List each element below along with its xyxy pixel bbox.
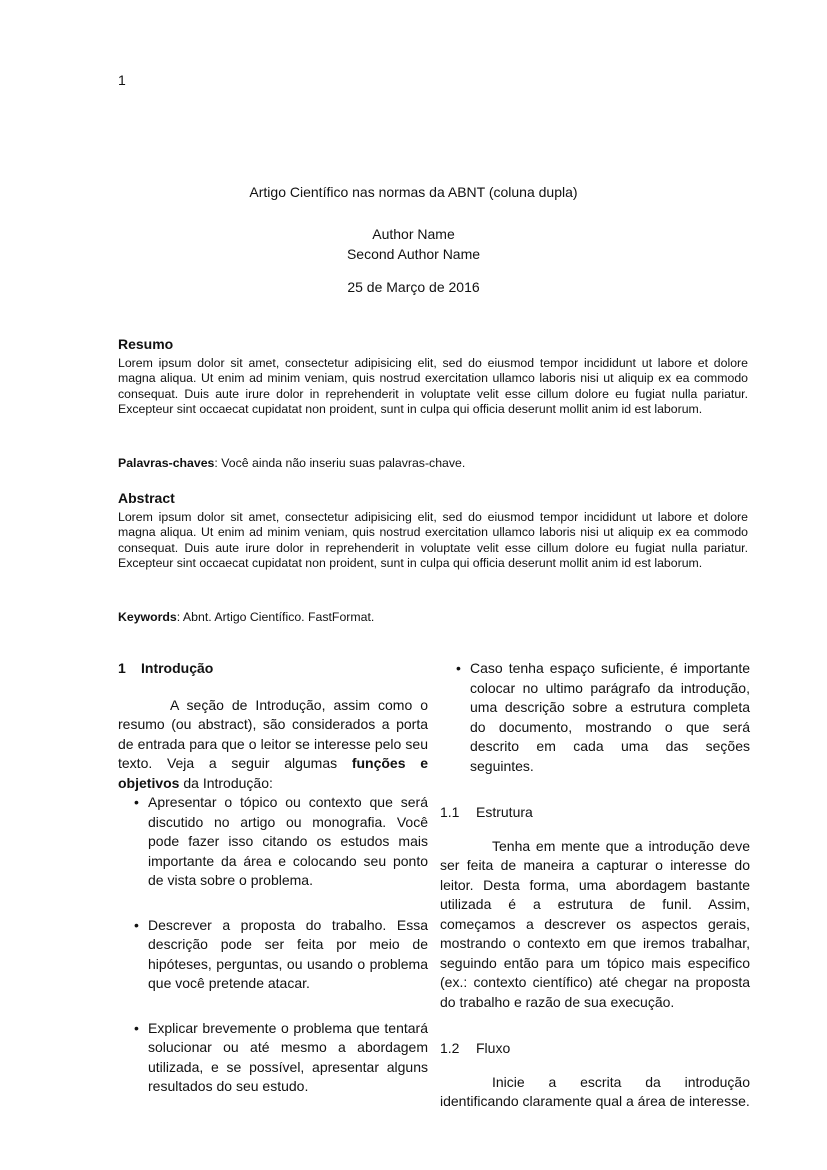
abstract-keywords-value: : Abnt. Artigo Científico. FastFormat. xyxy=(176,610,375,624)
intro-bullet-list xyxy=(118,793,428,1097)
resumo-heading: Resumo xyxy=(118,336,174,352)
paper-title: Artigo Científico nas normas da ABNT (coluna dupla) xyxy=(249,184,578,200)
list-item-text: Apresentar o tópico ou contexto que será discutido no artigo ou monografia. Você pode fazer isso citando os estudos mais importante da área e colocando seu ponto de vista sobre o problema. xyxy=(148,794,428,888)
intro-paragraph-start: A seção de Introdução, assim como o resumo (ou abstract), são considerados a porta de entrada para que o leitor se interesse pelo seu texto. Veja a seguir algumas xyxy=(118,696,428,771)
fluxo-paragraph: Inicie a escrita da introdução identificando claramente qual a área de interesse. xyxy=(440,1073,750,1109)
intro-paragraph-bold: funções e objetivos xyxy=(118,755,428,791)
bullet-icon: • xyxy=(134,794,139,810)
intro-bullet-list-cont xyxy=(440,659,750,776)
list-item xyxy=(118,916,428,994)
subsection-title: Fluxo xyxy=(476,1040,511,1056)
list-item xyxy=(118,1019,428,1097)
abstract-keywords-label: Keywords xyxy=(118,610,177,624)
paper-date: 25 de Março de 2016 xyxy=(347,279,480,295)
bullet-icon: • xyxy=(134,1019,139,1036)
resumo-keywords-value: : Você ainda não inseriu suas palavras-chave. xyxy=(214,456,466,470)
subsection-number: 1.1 xyxy=(440,804,460,820)
right-column xyxy=(440,659,750,1112)
subsection-title: Estrutura xyxy=(476,804,533,820)
list-item-text: Caso tenha espaço suficiente, é importante colocar no ultimo parágrafo da introdução, uma descrição sobre a estrutura completa do documento, mostrando o que será descrito em cada uma das seções seguintes. xyxy=(470,660,750,774)
section-estrutura-heading xyxy=(440,803,750,823)
section-fluxo-heading xyxy=(440,1039,750,1059)
list-item xyxy=(440,659,750,776)
intro-paragraph xyxy=(118,696,428,794)
list-item-text: Explicar brevemente o problema que tentará solucionar ou até mesmo a abordagem utilizada, e se possível, apresentar alguns resultados do seu estudo. xyxy=(148,1019,428,1094)
resumo-keywords-label: Palavras-chaves xyxy=(118,456,215,470)
bullet-icon: • xyxy=(134,916,139,933)
section-number: 1 xyxy=(118,660,126,676)
abstract-keywords xyxy=(118,610,374,624)
intro-paragraph-end: da Introdução: xyxy=(179,774,273,791)
abstract-text: Lorem ipsum dolor sit amet, consectetur adipisicing elit, sed do eiusmod tempor incididunt ut labore et dolore magna aliqua. Ut enim ad minim veniam, quis nostrud exercitation ullamco laboris nisi ut aliquip ex ea commodo consequat. Duis aute irure dolor in reprehenderit in voluptate velit esse cillum dolore eu fugiat nulla pariatur. Excepteur sint occaecat cupidatat non proident, sunt in culpa qui officia deserunt mollit anim id est laborum. xyxy=(118,510,748,571)
list-item-text: Descrever a proposta do trabalho. Essa descrição pode ser feita por meio de hipóteses, perguntas, ou usando o problema que você pretende atacar. xyxy=(148,916,428,991)
subsection-number: 1.2 xyxy=(440,1040,460,1056)
resumo-text: Lorem ipsum dolor sit amet, consectetur adipisicing elit, sed do eiusmod tempor incididunt ut labore et dolore magna aliqua. Ut enim ad minim veniam, quis nostrud exercitation ullamco laboris nisi ut aliquip ex ea commodo consequat. Duis aute irure dolor in reprehenderit in voluptate velit esse cillum dolore eu fugiat nulla pariatur. Excepteur sint occaecat cupidatat non proident, sunt in culpa qui officia deserunt mollit anim id est laborum. xyxy=(118,356,748,417)
section-introducao-heading xyxy=(118,659,428,679)
page-number: 1 xyxy=(118,72,126,88)
abstract-heading: Abstract xyxy=(118,490,175,506)
list-item xyxy=(118,793,428,891)
section-title: Introdução xyxy=(141,660,214,676)
resumo-keywords xyxy=(118,456,465,470)
author-1: Author Name xyxy=(372,226,455,242)
estrutura-paragraph: Tenha em mente que a introdução deve ser feita de maneira a capturar o interesse do leitor. Desta forma, uma abordagem bastante utilizada é a estrutura de funil. Assim, começamos a descrever os aspectos gerais, mostrando o contexto em que iremos trabalhar, seguindo então para um tópico mais especifico (ex.: contexto científico) até chegar na proposta do trabalho e razão de sua execução. xyxy=(440,837,750,1010)
left-column xyxy=(118,659,428,1097)
bullet-icon: • xyxy=(456,660,461,676)
author-2: Second Author Name xyxy=(346,246,481,262)
